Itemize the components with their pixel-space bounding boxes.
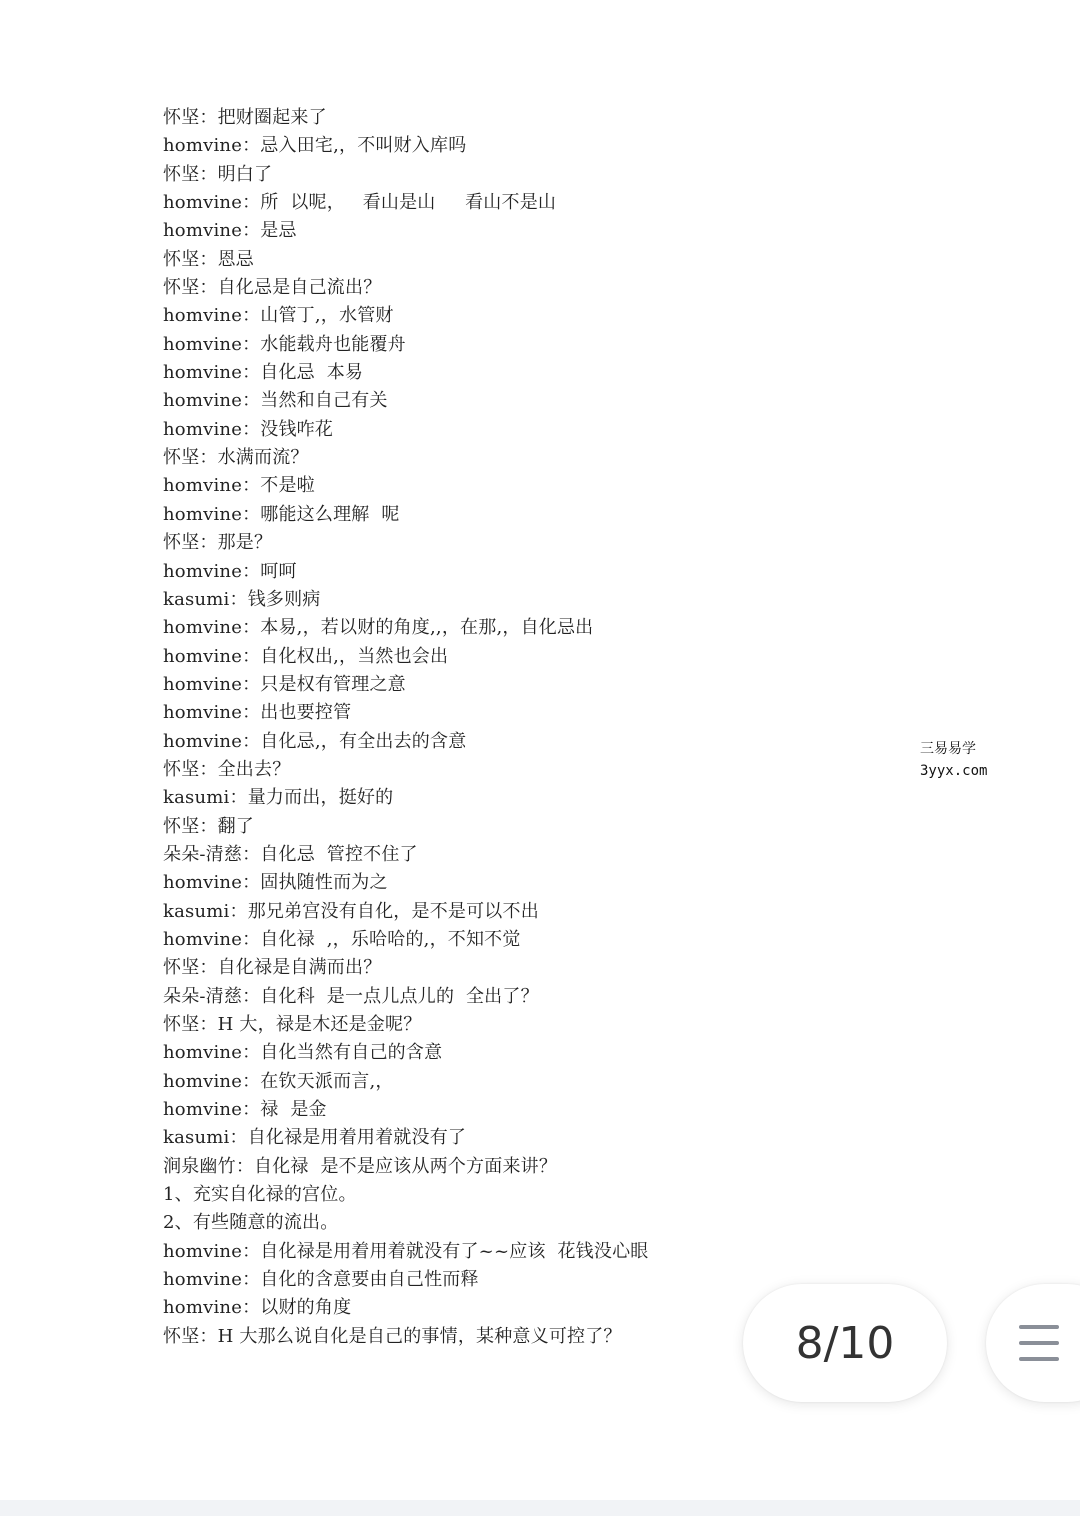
separator: ：: [199, 107, 218, 128]
speaker-name: homvine: [163, 702, 243, 724]
transcript-line: [163, 189, 863, 217]
transcript-line: [163, 529, 863, 557]
speaker-name: homvine: [163, 1070, 243, 1092]
separator: ：: [242, 135, 261, 157]
speaker-name: homvine: [163, 1099, 243, 1121]
message-text: 那兄弟宫没有自化，是不是可以不出: [247, 900, 539, 922]
separator: ：: [242, 1070, 261, 1092]
transcript-line-plain: [163, 1181, 863, 1209]
separator: ：: [199, 758, 218, 780]
separator: ：: [242, 730, 261, 752]
separator: ：: [229, 787, 248, 809]
message-text: 那是？: [217, 532, 273, 554]
message-text: 全出去？: [217, 758, 291, 780]
transcript-line: [163, 387, 863, 415]
message-text: H 大，禄是木还是金呢？: [217, 1014, 422, 1035]
separator: ：: [242, 475, 261, 497]
transcript-line: [163, 444, 863, 472]
speaker-name: homvine: [163, 1240, 243, 1262]
watermark-url: 3yyx.com: [920, 763, 988, 779]
separator: ：: [242, 560, 261, 582]
speaker-name: 怀坚: [163, 532, 200, 554]
message-text: 水满而流？: [217, 447, 309, 469]
speaker-name: homvine: [163, 362, 243, 384]
transcript-line: [163, 161, 863, 189]
separator: ：: [199, 532, 218, 554]
transcript-line: [163, 898, 863, 926]
transcript-line: [163, 1011, 863, 1039]
transcript-line: [163, 1068, 863, 1096]
separator: ：: [242, 673, 261, 695]
message-text: 自化禄 是不是应该从两个方面来讲？: [254, 1155, 558, 1177]
transcript-line: [163, 756, 863, 784]
speaker-name: homvine: [163, 560, 243, 582]
message-text: 不是啦: [260, 475, 315, 497]
transcript-line: [163, 1039, 863, 1067]
transcript-line: [163, 813, 863, 841]
transcript-line: [163, 104, 863, 132]
transcript-line: [163, 671, 863, 699]
message-text: 自化忌,，有全出去的含意: [260, 730, 467, 752]
chat-transcript: [163, 104, 863, 1351]
transcript-line: [163, 869, 863, 897]
speaker-name: 怀坚: [163, 815, 200, 837]
transcript-line: [163, 1238, 863, 1266]
message-text: 以财的角度: [260, 1297, 352, 1319]
speaker-name: homvine: [163, 673, 243, 695]
separator: ：: [242, 702, 261, 724]
separator: ：: [242, 928, 261, 950]
separator: ：: [229, 1127, 248, 1149]
speaker-name: homvine: [163, 503, 243, 525]
message-text: 山管丁,，水管财: [260, 305, 394, 327]
message-text: 禄 是金: [260, 1099, 327, 1121]
speaker-name: homvine: [163, 1042, 243, 1064]
transcript-line: [163, 926, 863, 954]
separator: ：: [199, 1014, 218, 1035]
speaker-name: 怀坚: [163, 107, 200, 128]
separator: ：: [242, 220, 261, 242]
bottom-strip: [0, 1500, 1080, 1516]
message-text: 自化忌 管控不住了: [260, 843, 418, 865]
separator: ：: [229, 900, 248, 922]
transcript-line: [163, 1124, 863, 1152]
message-text: 本易,，若以财的角度,,，在那,，自化忌出: [260, 617, 594, 639]
message-text: 只是权有管理之意: [260, 673, 406, 695]
transcript-line: [163, 1266, 863, 1294]
message-text: 自化禄 ,，乐哈哈的,，不知不觉: [260, 928, 521, 950]
transcript-line: [163, 132, 863, 160]
message-text: 自化权出,，当然也会出: [260, 645, 449, 667]
separator: ：: [242, 1099, 261, 1121]
separator: ：: [199, 815, 218, 837]
message-text: 固执随性而为之: [260, 872, 388, 894]
menu-icon: [1019, 1325, 1059, 1361]
message-text: 量力而出，挺好的: [247, 787, 394, 809]
separator: ：: [242, 617, 261, 639]
message-text: 忌入田宅,，不叫财入库吗: [260, 135, 467, 157]
message-text: 呵呵: [260, 560, 297, 582]
site-watermark: [920, 738, 987, 782]
message-text: 翻了: [217, 815, 255, 837]
separator: ：: [242, 1042, 261, 1064]
speaker-name: homvine: [163, 305, 243, 327]
speaker-name: kasumi: [163, 1127, 230, 1149]
speaker-name: homvine: [163, 928, 243, 950]
message-text: 水能载舟也能覆舟: [260, 333, 406, 355]
transcript-line: [163, 558, 863, 586]
separator: ：: [199, 163, 218, 185]
speaker-name: homvine: [163, 390, 243, 412]
speaker-name: homvine: [163, 333, 243, 355]
separator: ：: [242, 1269, 261, 1291]
message-text: 自化当然有自己的含意: [260, 1042, 443, 1064]
message-text: H 大那么说自化是自己的事情，某种意义可控了？: [217, 1325, 622, 1347]
transcript-line: [163, 217, 863, 245]
transcript-line: [163, 614, 863, 642]
message-text: 当然和自己有关: [260, 390, 388, 412]
transcript-line: [163, 472, 863, 500]
separator: ：: [199, 248, 218, 270]
transcript-line: [163, 643, 863, 671]
separator: ：: [242, 333, 261, 355]
speaker-name: 朵朵-清慈: [163, 843, 243, 865]
transcript-line: [163, 501, 863, 529]
transcript-line-plain: [163, 1209, 863, 1237]
speaker-name: homvine: [163, 1269, 243, 1291]
separator: ：: [242, 305, 261, 327]
speaker-name: homvine: [163, 617, 243, 639]
message-text: 所 以呢， 看山是山 看山不是山: [260, 192, 557, 214]
speaker-name: homvine: [163, 645, 243, 667]
separator: ：: [242, 1240, 261, 1262]
separator: ：: [235, 1155, 255, 1177]
transcript-line: [163, 1096, 863, 1124]
message-text: 哪能这么理解 呢: [260, 503, 400, 525]
message-text: 出也要控管: [260, 702, 352, 724]
page-indicator-button[interactable]: [743, 1284, 947, 1402]
speaker-name: 怀坚: [163, 447, 200, 469]
transcript-line: [163, 784, 863, 812]
page-indicator-label: 8/10: [795, 1317, 895, 1369]
transcript-line: [163, 954, 863, 982]
separator: ：: [242, 362, 261, 384]
speaker-name: 怀坚: [163, 758, 200, 780]
message-text: 钱多则病: [247, 588, 321, 610]
speaker-name: homvine: [163, 475, 243, 497]
speaker-name: 怀坚: [163, 1325, 200, 1347]
separator: ：: [242, 843, 261, 865]
transcript-line: [163, 699, 863, 727]
speaker-name: homvine: [163, 220, 243, 242]
speaker-name: kasumi: [163, 900, 230, 922]
watermark-name: 三易易学: [920, 741, 976, 757]
speaker-name: homvine: [163, 135, 243, 157]
transcript-line: [163, 246, 863, 274]
message-text: 自化的含意要由自己性而释: [260, 1269, 479, 1291]
separator: ：: [242, 390, 261, 412]
separator: ：: [242, 1297, 261, 1319]
speaker-name: 怀坚: [163, 957, 200, 979]
speaker-name: 怀坚: [163, 248, 200, 270]
speaker-name: kasumi: [163, 787, 230, 809]
speaker-name: homvine: [163, 1297, 243, 1319]
separator: ：: [242, 985, 261, 1007]
speaker-name: homvine: [163, 192, 243, 214]
separator: ：: [242, 192, 261, 214]
speaker-name: 怀坚: [163, 163, 200, 185]
speaker-name: homvine: [163, 418, 243, 440]
speaker-name: 怀坚: [163, 1014, 200, 1035]
message-text: 自化禄是用着用着就没有了: [247, 1127, 467, 1149]
speaker-name: 怀坚: [163, 277, 200, 299]
message-text: 没钱咋花: [260, 418, 334, 440]
speaker-name: 涧泉幽竹: [163, 1155, 236, 1177]
transcript-line: [163, 274, 863, 302]
message-text: 把财圈起来了: [217, 107, 327, 128]
transcript-line: [163, 586, 863, 614]
separator: ：: [199, 957, 218, 979]
speaker-name: 朵朵-清慈: [163, 985, 243, 1007]
separator: ：: [242, 645, 261, 667]
transcript-line: [163, 1153, 863, 1181]
speaker-name: homvine: [163, 730, 243, 752]
message-text: 是忌: [260, 220, 297, 242]
transcript-line: [163, 983, 863, 1011]
message-text: 自化科 是一点儿点儿的 全出了？: [260, 985, 539, 1007]
message-text: 1、充实自化禄的宫位。: [163, 1184, 357, 1206]
message-text: 自化忌是自己流出？: [217, 277, 382, 299]
separator: ：: [199, 277, 218, 299]
transcript-line: [163, 302, 863, 330]
separator: ：: [199, 447, 218, 469]
transcript-line: [163, 331, 863, 359]
transcript-line: [163, 359, 863, 387]
separator: ：: [242, 872, 261, 894]
transcript-line: [163, 416, 863, 444]
message-text: 在钦天派而言,，: [260, 1070, 394, 1092]
message-text: 2、有些随意的流出。: [163, 1212, 339, 1234]
separator: ：: [242, 418, 261, 440]
separator: ：: [242, 503, 261, 525]
transcript-line: [163, 728, 863, 756]
message-text: 恩忌: [217, 248, 255, 270]
message-text: 自化禄是自满而出？: [217, 957, 382, 979]
transcript-line: [163, 841, 863, 869]
message-text: 自化禄是用着用着就没有了~~应该 花钱没心眼: [260, 1240, 649, 1262]
speaker-name: kasumi: [163, 588, 230, 610]
separator: ：: [199, 1325, 218, 1347]
message-text: 自化忌 本易: [260, 362, 364, 384]
message-text: 明白了: [217, 163, 273, 185]
speaker-name: homvine: [163, 872, 243, 894]
separator: ：: [229, 588, 248, 610]
